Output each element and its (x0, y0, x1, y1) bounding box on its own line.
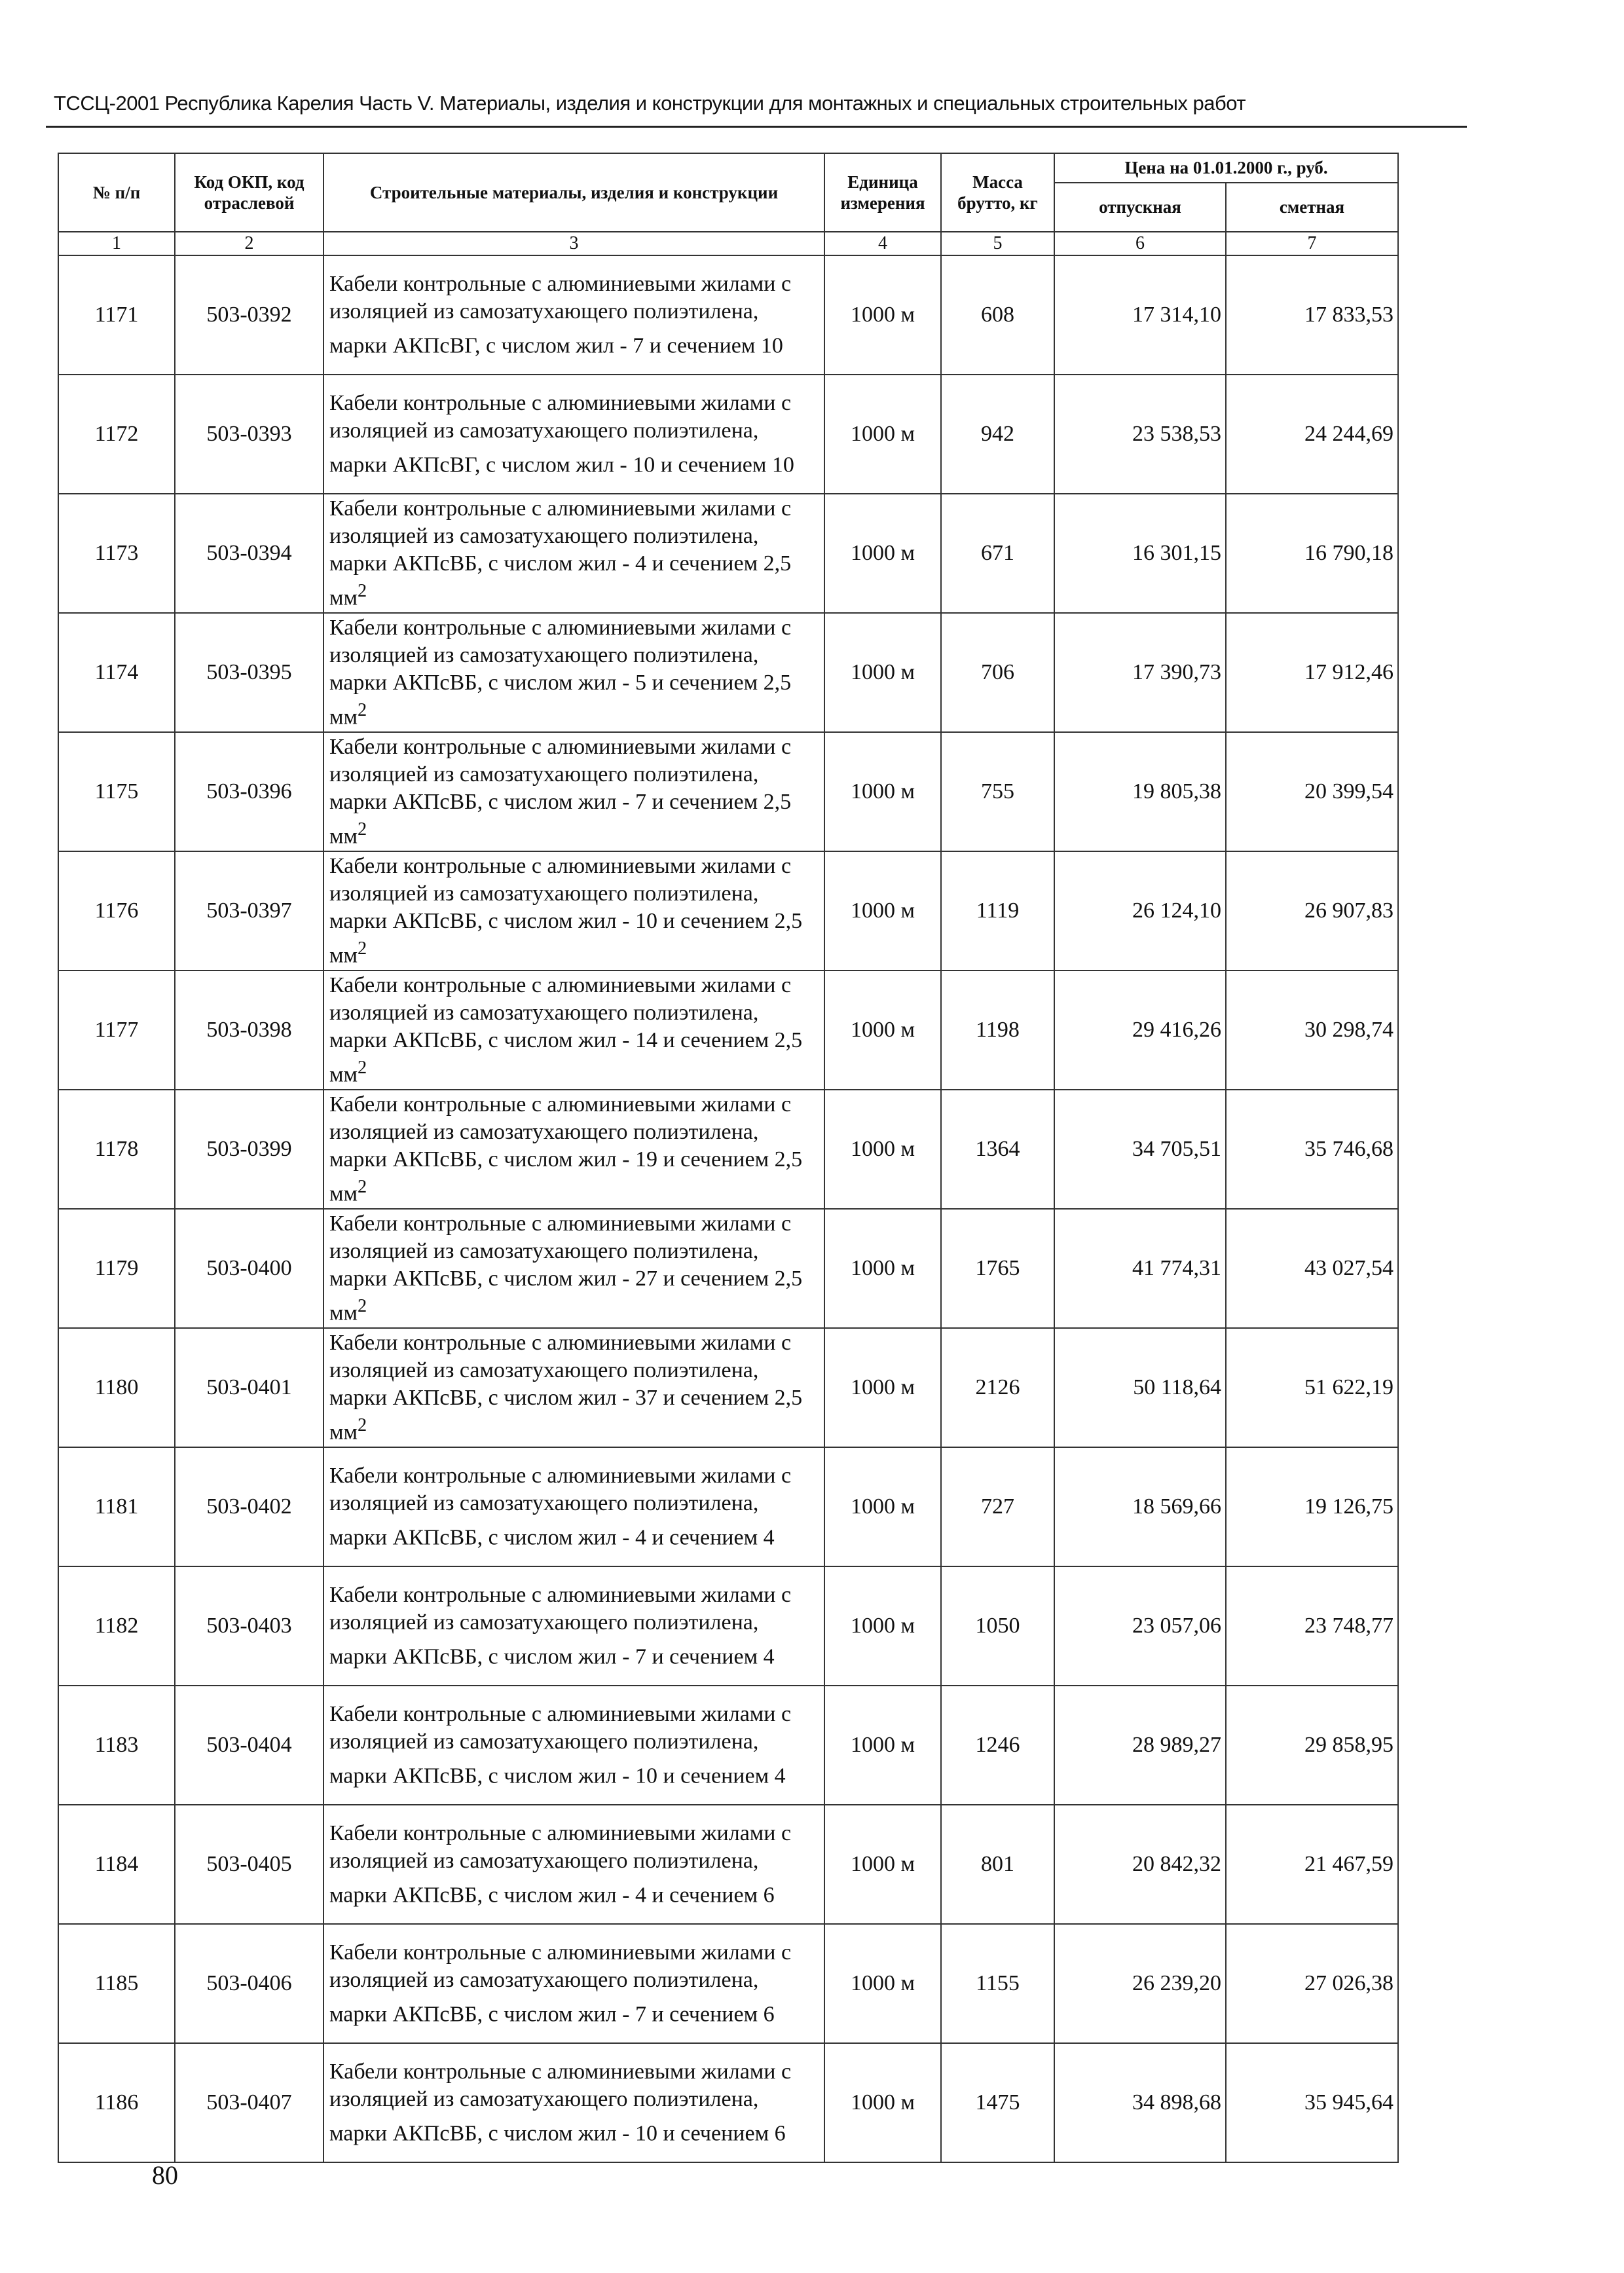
row-code: 503-0393 (175, 375, 323, 494)
row-price-release: 23 538,53 (1054, 375, 1226, 494)
col-header-unit: Единица измерения (824, 153, 941, 232)
row-code: 503-0400 (175, 1209, 323, 1328)
row-unit: 1000 м (824, 1924, 941, 2043)
row-unit: 1000 м (824, 613, 941, 732)
row-mass: 755 (941, 732, 1054, 851)
row-code: 503-0399 (175, 1090, 323, 1209)
unit-superscript: 2 (358, 1414, 367, 1435)
table-body (58, 232, 1398, 2162)
row-price-release: 17 314,10 (1054, 255, 1226, 375)
row-unit: 1000 м (824, 375, 941, 494)
row-price-release: 16 301,15 (1054, 494, 1226, 613)
row-mass: 1050 (941, 1566, 1054, 1686)
description-text: Кабели контрольные с алюминиевыми жилами с изоляцией из самозатухающего полиэтилена, марки АКПсВБ, с числом жил - 10 и сечением 2,5 мм (329, 853, 803, 968)
row-description (323, 613, 824, 732)
row-number: 1186 (58, 2043, 175, 2162)
row-price-estimate: 16 790,18 (1226, 494, 1398, 613)
description-text: Кабели контрольные с алюминиевыми жилами с изоляцией из самозатухающего полиэтилена, марки АКПсВБ, с числом жил - 5 и сечением 2,5 мм (329, 615, 792, 730)
row-unit: 1000 м (824, 1209, 941, 1328)
row-description (323, 255, 824, 375)
row-price-estimate: 19 126,75 (1226, 1447, 1398, 1566)
table-row (58, 1566, 1398, 1686)
row-price-estimate: 26 907,83 (1226, 851, 1398, 970)
row-code: 503-0402 (175, 1447, 323, 1566)
row-number: 1181 (58, 1447, 175, 1566)
row-number: 1179 (58, 1209, 175, 1328)
row-description (323, 970, 824, 1090)
table-row (58, 494, 1398, 613)
unit-superscript: 2 (358, 580, 367, 601)
row-code: 503-0403 (175, 1566, 323, 1686)
col-header-price-release: отпускная (1054, 183, 1226, 232)
col-header-code: Код ОКП, код отраслевой (175, 153, 323, 232)
row-price-release: 26 239,20 (1054, 1924, 1226, 2043)
row-description (323, 732, 824, 851)
table-row (58, 375, 1398, 494)
description-text: Кабели контрольные с алюминиевыми жилами с изоляцией из самозатухающего полиэтилена, марки АКПсВБ, с числом жил - 7 и сечением 6 (329, 1940, 792, 2027)
row-price-estimate: 30 298,74 (1226, 970, 1398, 1090)
row-price-release: 28 989,27 (1054, 1686, 1226, 1805)
row-unit: 1000 м (824, 732, 941, 851)
row-mass: 1155 (941, 1924, 1054, 2043)
row-mass: 1198 (941, 970, 1054, 1090)
row-price-estimate: 20 399,54 (1226, 732, 1398, 851)
table-row (58, 1805, 1398, 1924)
row-code: 503-0407 (175, 2043, 323, 2162)
row-unit: 1000 м (824, 1686, 941, 1805)
table-row (58, 851, 1398, 970)
col-header-mass: Масса брутто, кг (941, 153, 1054, 232)
row-price-release: 29 416,26 (1054, 970, 1226, 1090)
row-mass: 1119 (941, 851, 1054, 970)
row-mass: 801 (941, 1805, 1054, 1924)
col-header-name: Строительные материалы, изделия и конструкции (323, 153, 824, 232)
column-number: 1 (58, 232, 175, 255)
description-text: Кабели контрольные с алюминиевыми жилами с изоляцией из самозатухающего полиэтилена, марки АКПсВБ, с числом жил - 4 и сечением 6 (329, 1820, 792, 1908)
table-row (58, 255, 1398, 375)
row-unit: 1000 м (824, 970, 941, 1090)
row-price-estimate: 17 833,53 (1226, 255, 1398, 375)
row-code: 503-0398 (175, 970, 323, 1090)
row-price-release: 18 569,66 (1054, 1447, 1226, 1566)
row-unit: 1000 м (824, 1566, 941, 1686)
row-price-release: 17 390,73 (1054, 613, 1226, 732)
row-code: 503-0395 (175, 613, 323, 732)
row-code: 503-0397 (175, 851, 323, 970)
row-unit: 1000 м (824, 1090, 941, 1209)
row-description (323, 1090, 824, 1209)
table-row (58, 732, 1398, 851)
row-unit: 1000 м (824, 2043, 941, 2162)
row-unit: 1000 м (824, 1328, 941, 1447)
table-row (58, 2043, 1398, 2162)
row-price-estimate: 24 244,69 (1226, 375, 1398, 494)
row-number: 1180 (58, 1328, 175, 1447)
row-number: 1177 (58, 970, 175, 1090)
column-number: 2 (175, 232, 323, 255)
row-code: 503-0405 (175, 1805, 323, 1924)
row-mass: 1364 (941, 1090, 1054, 1209)
row-number: 1176 (58, 851, 175, 970)
unit-superscript: 2 (358, 938, 367, 959)
row-code: 503-0394 (175, 494, 323, 613)
row-number: 1183 (58, 1686, 175, 1805)
description-text: Кабели контрольные с алюминиевыми жилами с изоляцией из самозатухающего полиэтилена, марки АКПсВБ, с числом жил - 27 и сечением 2,5 мм (329, 1211, 803, 1325)
row-number: 1175 (58, 732, 175, 851)
row-code: 503-0396 (175, 732, 323, 851)
row-mass: 608 (941, 255, 1054, 375)
table-row (58, 1090, 1398, 1209)
row-mass: 1246 (941, 1686, 1054, 1805)
row-price-release: 34 705,51 (1054, 1090, 1226, 1209)
row-mass: 727 (941, 1447, 1054, 1566)
row-price-release: 20 842,32 (1054, 1805, 1226, 1924)
unit-superscript: 2 (358, 819, 367, 840)
row-number: 1184 (58, 1805, 175, 1924)
row-price-estimate: 43 027,54 (1226, 1209, 1398, 1328)
row-mass: 1475 (941, 2043, 1054, 2162)
row-price-estimate: 27 026,38 (1226, 1924, 1398, 2043)
column-number: 4 (824, 232, 941, 255)
row-unit: 1000 м (824, 494, 941, 613)
description-text: Кабели контрольные с алюминиевыми жилами с изоляцией из самозатухающего полиэтилена, марки АКПсВБ, с числом жил - 4 и сечением 4 (329, 1463, 792, 1550)
description-text: Кабели контрольные с алюминиевыми жилами с изоляцией из самозатухающего полиэтилена, марки АКПсВБ, с числом жил - 37 и сечением 2,5 мм (329, 1330, 803, 1445)
row-mass: 706 (941, 613, 1054, 732)
table-row (58, 970, 1398, 1090)
row-number: 1178 (58, 1090, 175, 1209)
table-row (58, 1328, 1398, 1447)
row-code: 503-0392 (175, 255, 323, 375)
table-row (58, 1924, 1398, 2043)
row-unit: 1000 м (824, 255, 941, 375)
row-unit: 1000 м (824, 1805, 941, 1924)
row-unit: 1000 м (824, 851, 941, 970)
row-price-release: 19 805,38 (1054, 732, 1226, 851)
column-number: 7 (1226, 232, 1398, 255)
row-number: 1182 (58, 1566, 175, 1686)
row-price-estimate: 29 858,95 (1226, 1686, 1398, 1805)
row-number: 1171 (58, 255, 175, 375)
page-number: 80 (152, 2160, 178, 2190)
description-text: Кабели контрольные с алюминиевыми жилами с изоляцией из самозатухающего полиэтилена, марки АКПсВБ, с числом жил - 19 и сечением 2,5 мм (329, 1092, 803, 1206)
col-header-price-group: Цена на 01.01.2000 г., руб. (1054, 153, 1398, 183)
row-price-release: 34 898,68 (1054, 2043, 1226, 2162)
unit-superscript: 2 (358, 1176, 367, 1197)
description-text: Кабели контрольные с алюминиевыми жилами с изоляцией из самозатухающего полиэтилена, марки АКПсВБ, с числом жил - 7 и сечением 4 (329, 1582, 792, 1669)
row-price-release: 26 124,10 (1054, 851, 1226, 970)
description-text: Кабели контрольные с алюминиевыми жилами с изоляцией из самозатухающего полиэтилена, марки АКПсВБ, с числом жил - 10 и сечением 4 (329, 1701, 792, 1788)
header-rule (46, 126, 1467, 128)
row-number: 1172 (58, 375, 175, 494)
row-code: 503-0406 (175, 1924, 323, 2043)
row-mass: 1765 (941, 1209, 1054, 1328)
column-number: 5 (941, 232, 1054, 255)
column-number: 3 (323, 232, 824, 255)
row-price-estimate: 35 945,64 (1226, 2043, 1398, 2162)
running-header: ТССЦ-2001 Республика Карелия Часть V. Материалы, изделия и конструкции для монтажных и специальных строительных работ (54, 92, 1246, 115)
row-description (323, 1924, 824, 2043)
row-price-estimate: 51 622,19 (1226, 1328, 1398, 1447)
column-numbers-row (58, 232, 1398, 255)
row-description (323, 1209, 824, 1328)
row-price-estimate: 17 912,46 (1226, 613, 1398, 732)
row-code: 503-0401 (175, 1328, 323, 1447)
unit-superscript: 2 (358, 1057, 367, 1078)
row-number: 1185 (58, 1924, 175, 2043)
row-mass: 2126 (941, 1328, 1054, 1447)
row-description (323, 1566, 824, 1686)
row-description (323, 375, 824, 494)
price-table (58, 153, 1399, 2163)
row-number: 1173 (58, 494, 175, 613)
row-price-estimate: 35 746,68 (1226, 1090, 1398, 1209)
row-price-estimate: 21 467,59 (1226, 1805, 1398, 1924)
row-mass: 942 (941, 375, 1054, 494)
row-code: 503-0404 (175, 1686, 323, 1805)
table-row (58, 613, 1398, 732)
description-text: Кабели контрольные с алюминиевыми жилами с изоляцией из самозатухающего полиэтилена, марки АКПсВГ, с числом жил - 7 и сечением 10 (329, 271, 792, 358)
description-text: Кабели контрольные с алюминиевыми жилами с изоляцией из самозатухающего полиэтилена, марки АКПсВГ, с числом жил - 10 и сечением 10 (329, 390, 794, 477)
row-description (323, 1447, 824, 1566)
row-unit: 1000 м (824, 1447, 941, 1566)
unit-superscript: 2 (358, 699, 367, 720)
row-description (323, 1805, 824, 1924)
table-row (58, 1209, 1398, 1328)
row-mass: 671 (941, 494, 1054, 613)
col-header-price-estimate: сметная (1226, 183, 1398, 232)
row-description (323, 494, 824, 613)
unit-superscript: 2 (358, 1295, 367, 1316)
row-description (323, 851, 824, 970)
row-description (323, 1686, 824, 1805)
row-description (323, 2043, 824, 2162)
row-price-release: 23 057,06 (1054, 1566, 1226, 1686)
table-row (58, 1686, 1398, 1805)
row-price-release: 50 118,64 (1054, 1328, 1226, 1447)
description-text: Кабели контрольные с алюминиевыми жилами с изоляцией из самозатухающего полиэтилена, марки АКПсВБ, с числом жил - 7 и сечением 2,5 мм (329, 734, 792, 849)
description-text: Кабели контрольные с алюминиевыми жилами с изоляцией из самозатухающего полиэтилена, марки АКПсВБ, с числом жил - 10 и сечением 6 (329, 2059, 792, 2146)
row-number: 1174 (58, 613, 175, 732)
description-text: Кабели контрольные с алюминиевыми жилами с изоляцией из самозатухающего полиэтилена, марки АКПсВБ, с числом жил - 4 и сечением 2,5 мм (329, 496, 792, 610)
description-text: Кабели контрольные с алюминиевыми жилами с изоляцией из самозатухающего полиэтилена, марки АКПсВБ, с числом жил - 14 и сечением 2,5 мм (329, 972, 803, 1087)
col-header-num: № п/п (58, 153, 175, 232)
table-row (58, 1447, 1398, 1566)
column-number: 6 (1054, 232, 1226, 255)
row-description (323, 1328, 824, 1447)
row-price-estimate: 23 748,77 (1226, 1566, 1398, 1686)
row-price-release: 41 774,31 (1054, 1209, 1226, 1328)
